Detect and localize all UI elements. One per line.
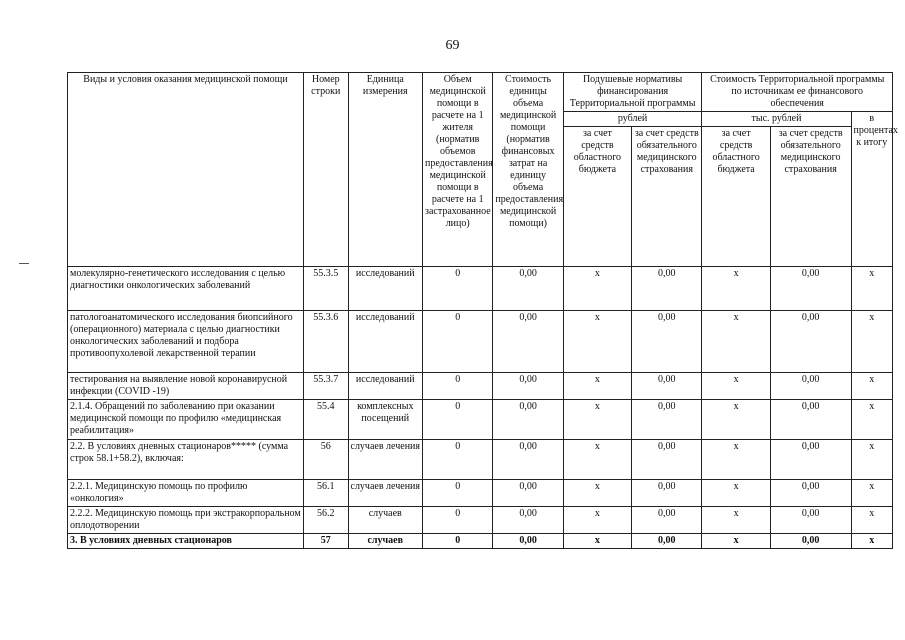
cell-e: х <box>851 507 893 534</box>
header-sub-oms-2: за счет средств обязательного медицинского страхования <box>770 127 851 267</box>
cell-b: 0,00 <box>632 400 702 440</box>
cell-d: 0,00 <box>770 480 851 507</box>
cell-e: х <box>851 400 893 440</box>
table-row <box>68 311 893 373</box>
cell-num: 56.2 <box>304 507 349 534</box>
header-total: Стоимость Территориальной программы по источникам ее финансового обеспечения <box>702 73 893 112</box>
cell-name: 2.1.4. Обращений по заболеванию при оказании медицинской помощи по профилю «медицинская реабилитация» <box>68 400 304 440</box>
cell-vol: 0 <box>423 311 493 373</box>
cell-a: х <box>563 480 631 507</box>
cell-unit: исследований <box>348 311 423 373</box>
cell-cost: 0,00 <box>493 440 563 480</box>
table-row <box>68 440 893 480</box>
margin-mark <box>19 263 29 264</box>
header-sub-regional-2: за счет средств областного бюджета <box>702 127 770 267</box>
cell-d: 0,00 <box>770 440 851 480</box>
cell-c: х <box>702 400 770 440</box>
cell-c: х <box>702 440 770 480</box>
cell-b: 0,00 <box>632 480 702 507</box>
cell-vol: 0 <box>423 400 493 440</box>
cell-name: молекулярно-генетического исследования с целью диагностики онкологических заболеваний <box>68 267 304 311</box>
cell-unit: исследований <box>348 373 423 400</box>
table-row <box>68 400 893 440</box>
cell-cost: 0,00 <box>493 267 563 311</box>
cell-cost: 0,00 <box>493 400 563 440</box>
cell-unit: случаев лечения <box>348 480 423 507</box>
cell-name: 2.2. В условиях дневных стационаров***** (сумма строк 58.1+58.2), включая: <box>68 440 304 480</box>
cell-vol: 0 <box>423 534 493 549</box>
cell-c: х <box>702 507 770 534</box>
cell-d: 0,00 <box>770 267 851 311</box>
header-sub-regional: за счет средств областного бюджета <box>563 127 631 267</box>
cell-b: 0,00 <box>632 440 702 480</box>
cell-e: х <box>851 373 893 400</box>
cell-num: 56 <box>304 440 349 480</box>
cell-unit: комплексных посещений <box>348 400 423 440</box>
cell-name: тестирования на выявление новой коронавирусной инфекции (COVID -19) <box>68 373 304 400</box>
cell-vol: 0 <box>423 480 493 507</box>
table-row <box>68 480 893 507</box>
table-row <box>68 507 893 534</box>
cell-d: 0,00 <box>770 507 851 534</box>
header-percapita: Подушевые нормативы финансирования Территориальной программы <box>563 73 702 112</box>
cell-name: 3. В условиях дневных стационаров <box>68 534 304 549</box>
cell-num: 55.3.7 <box>304 373 349 400</box>
header-percapita-unit: рублей <box>563 112 702 127</box>
cell-e: х <box>851 267 893 311</box>
cell-a: х <box>563 373 631 400</box>
cell-unit: случаев <box>348 534 423 549</box>
cell-cost: 0,00 <box>493 534 563 549</box>
financing-table <box>67 72 898 549</box>
cell-e: х <box>851 311 893 373</box>
cell-a: х <box>563 534 631 549</box>
cell-a: х <box>563 440 631 480</box>
cell-d: 0,00 <box>770 400 851 440</box>
cell-unit: случаев лечения <box>348 440 423 480</box>
cell-c: х <box>702 311 770 373</box>
cell-vol: 0 <box>423 267 493 311</box>
cell-c: х <box>702 480 770 507</box>
cell-b: 0,00 <box>632 267 702 311</box>
header-unit: Единица измерения <box>348 73 423 267</box>
header-sub-oms: за счет средств обязательного медицинского страхования <box>632 127 702 267</box>
cell-cost: 0,00 <box>493 507 563 534</box>
cell-vol: 0 <box>423 373 493 400</box>
cell-cost: 0,00 <box>493 480 563 507</box>
cell-e: х <box>851 534 893 549</box>
cell-c: х <box>702 267 770 311</box>
table-row <box>68 534 893 549</box>
cell-c: х <box>702 534 770 549</box>
cell-name: 2.2.2. Медицинскую помощь при экстракорпоральном оплодотворении <box>68 507 304 534</box>
cell-e: х <box>851 480 893 507</box>
header-volume: Объем медицинской помощи в расчете на 1 жителя (норматив объемов предоставления медицинской помощи в расчете на 1 застрахованное лицо) <box>423 73 493 267</box>
cell-a: х <box>563 267 631 311</box>
cell-num: 56.1 <box>304 480 349 507</box>
cell-d: 0,00 <box>770 373 851 400</box>
cell-c: х <box>702 373 770 400</box>
cell-b: 0,00 <box>632 507 702 534</box>
cell-cost: 0,00 <box>493 373 563 400</box>
cell-vol: 0 <box>423 507 493 534</box>
header-kind: Виды и условия оказания медицинской помощи <box>68 73 304 267</box>
header-percent: в процентах к итогу <box>851 112 893 267</box>
cell-vol: 0 <box>423 440 493 480</box>
page-number: 69 <box>445 38 460 53</box>
cell-b: 0,00 <box>632 373 702 400</box>
cell-a: х <box>563 507 631 534</box>
cell-name: 2.2.1. Медицинскую помощь по профилю «онкология» <box>68 480 304 507</box>
cell-unit: случаев <box>348 507 423 534</box>
cell-a: х <box>563 311 631 373</box>
header-row-number: Номер строки <box>304 73 349 267</box>
table-row <box>68 267 893 311</box>
cell-num: 55.4 <box>304 400 349 440</box>
cell-d: 0,00 <box>770 534 851 549</box>
cell-b: 0,00 <box>632 311 702 373</box>
header-total-unit: тыс. рублей <box>702 112 851 127</box>
header-cost: Стоимость единицы объема медицинской помощи (норматив финансовых затрат на единицу объема предоставления медицинской помощи) <box>493 73 563 267</box>
cell-e: х <box>851 440 893 480</box>
cell-cost: 0,00 <box>493 311 563 373</box>
cell-name: патологоанатомического исследования биопсийного (операционного) материала с целью диагностики онкологических заболеваний и подбора противоопухолевой лекарственной терапии <box>68 311 304 373</box>
cell-num: 57 <box>304 534 349 549</box>
cell-a: х <box>563 400 631 440</box>
cell-num: 55.3.5 <box>304 267 349 311</box>
table-row <box>68 373 893 400</box>
cell-num: 55.3.6 <box>304 311 349 373</box>
cell-unit: исследований <box>348 267 423 311</box>
cell-d: 0,00 <box>770 311 851 373</box>
cell-b: 0,00 <box>632 534 702 549</box>
